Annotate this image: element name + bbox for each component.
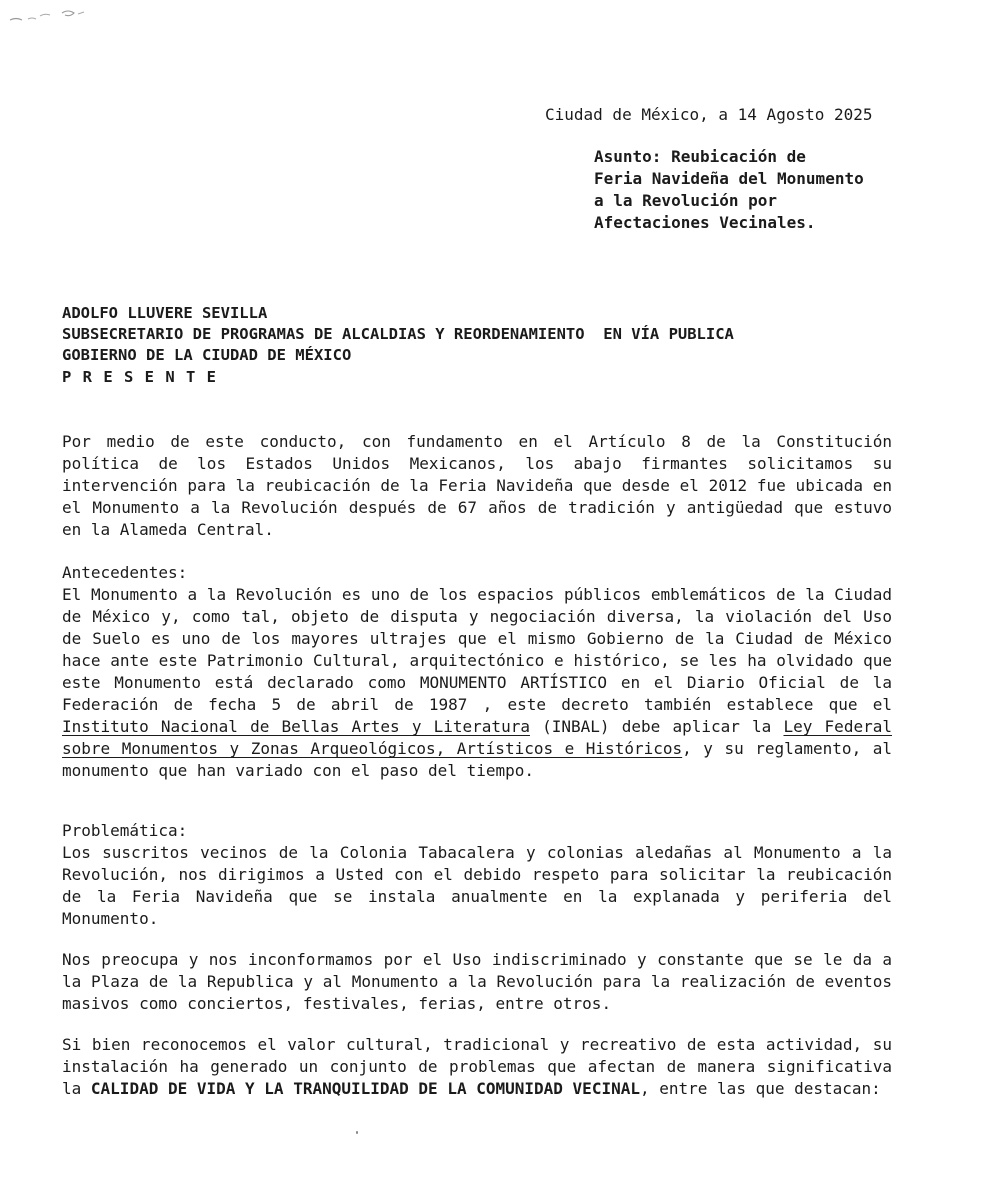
paragraph-3-end: , entre las que destacan: xyxy=(639,1079,881,1098)
recipient-organization: GOBIERNO DE LA CIUDAD DE MÉXICO xyxy=(62,346,352,364)
antecedentes-heading: Antecedentes: xyxy=(62,563,188,582)
antecedentes-text-1: El Monumento a la Revolución es uno de los espacios públicos emblemáticos de la Ciudad de México y, como tal, objeto de disputa y negociación diversa, la violación del Uso de Suelo es uno de los mayores ultrajes que el mismo Gobierno de la Ciudad de México hace ante este Patrimonio Cultural, arquitectónico e histórico, se les ha olvidado que este Monumento está declarado como MONUMENTO ARTÍSTICO en el Diario Oficial de la Federación de fecha 5 de abril de 1987 , este decreto también establece que el xyxy=(62,585,892,714)
scan-speck xyxy=(356,1131,358,1134)
inbal-reference: Instituto Nacional de Bellas Artes y Literatura xyxy=(62,717,530,736)
intro-paragraph: Por medio de este conducto, con fundamento en el Artículo 8 de la Constitución política de los Estados Unidos Mexicanos, los abajo firmantes solicitamos su intervención para la reubicación de la Feria Navideña que desde el 2012 fue ubicada en el Monumento a la Revolución después de 67 años de tradición y antigüedad que estuvo en la Alameda Central. xyxy=(62,432,892,539)
recipient-name: ADOLFO LLUVERE SEVILLA xyxy=(62,304,268,322)
problematica-heading: Problemática: xyxy=(62,821,188,840)
scan-artifact-mark xyxy=(6,4,90,26)
antecedentes-text-3: , y su reglamento, al monumento que han variado con el paso del tiempo. xyxy=(62,739,892,780)
paragraph-3-start: Si bien reconocemos el valor cultural, tradicional y recreativo de esta actividad, su instalación ha generado un conjunto de problemas que afectan de manera significativa la xyxy=(62,1035,892,1098)
antecedentes-paragraph xyxy=(62,584,892,782)
date-line: Ciudad de México, a 14 Agosto 2025 xyxy=(545,105,873,124)
problematica-paragraph-3 xyxy=(62,1034,892,1100)
calidad-de-vida-emphasis: CALIDAD DE VIDA Y LA TRANQUILIDAD DE LA COMUNIDAD VECINAL xyxy=(90,1079,640,1098)
ley-federal-reference: Ley Federal sobre Monumentos y Zonas Arqueológicos, Artísticos e Históricos xyxy=(62,717,892,758)
antecedentes-text-2: (INBAL) debe aplicar la xyxy=(529,717,784,736)
salutation: P R E S E N T E xyxy=(62,368,217,386)
recipient-title: SUBSECRETARIO DE PROGRAMAS DE ALCALDIAS Y REORDENAMIENTO EN VÍA PUBLICA xyxy=(62,325,734,343)
subject-block: Asunto: Reubicación de Feria Navideña del Monumento a la Revolución por Afectaciones Vecinales. xyxy=(594,147,864,232)
problematica-paragraph-2: Nos preocupa y nos inconformamos por el Uso indiscriminado y constante que se le da a la Plaza de la Republica y al Monumento a la Revolución para la realización de eventos masivos como conciertos, festivales, ferias, entre otros. xyxy=(62,950,892,1013)
problematica-paragraph-1: Los suscritos vecinos de la Colonia Tabacalera y colonias aledañas al Monumento a la Revolución, nos dirigimos a Usted con el debido respeto para solicitar la reubicación de la Feria Navideña que se instala anualmente en la explanada y periferia del Monumento. xyxy=(62,843,892,928)
